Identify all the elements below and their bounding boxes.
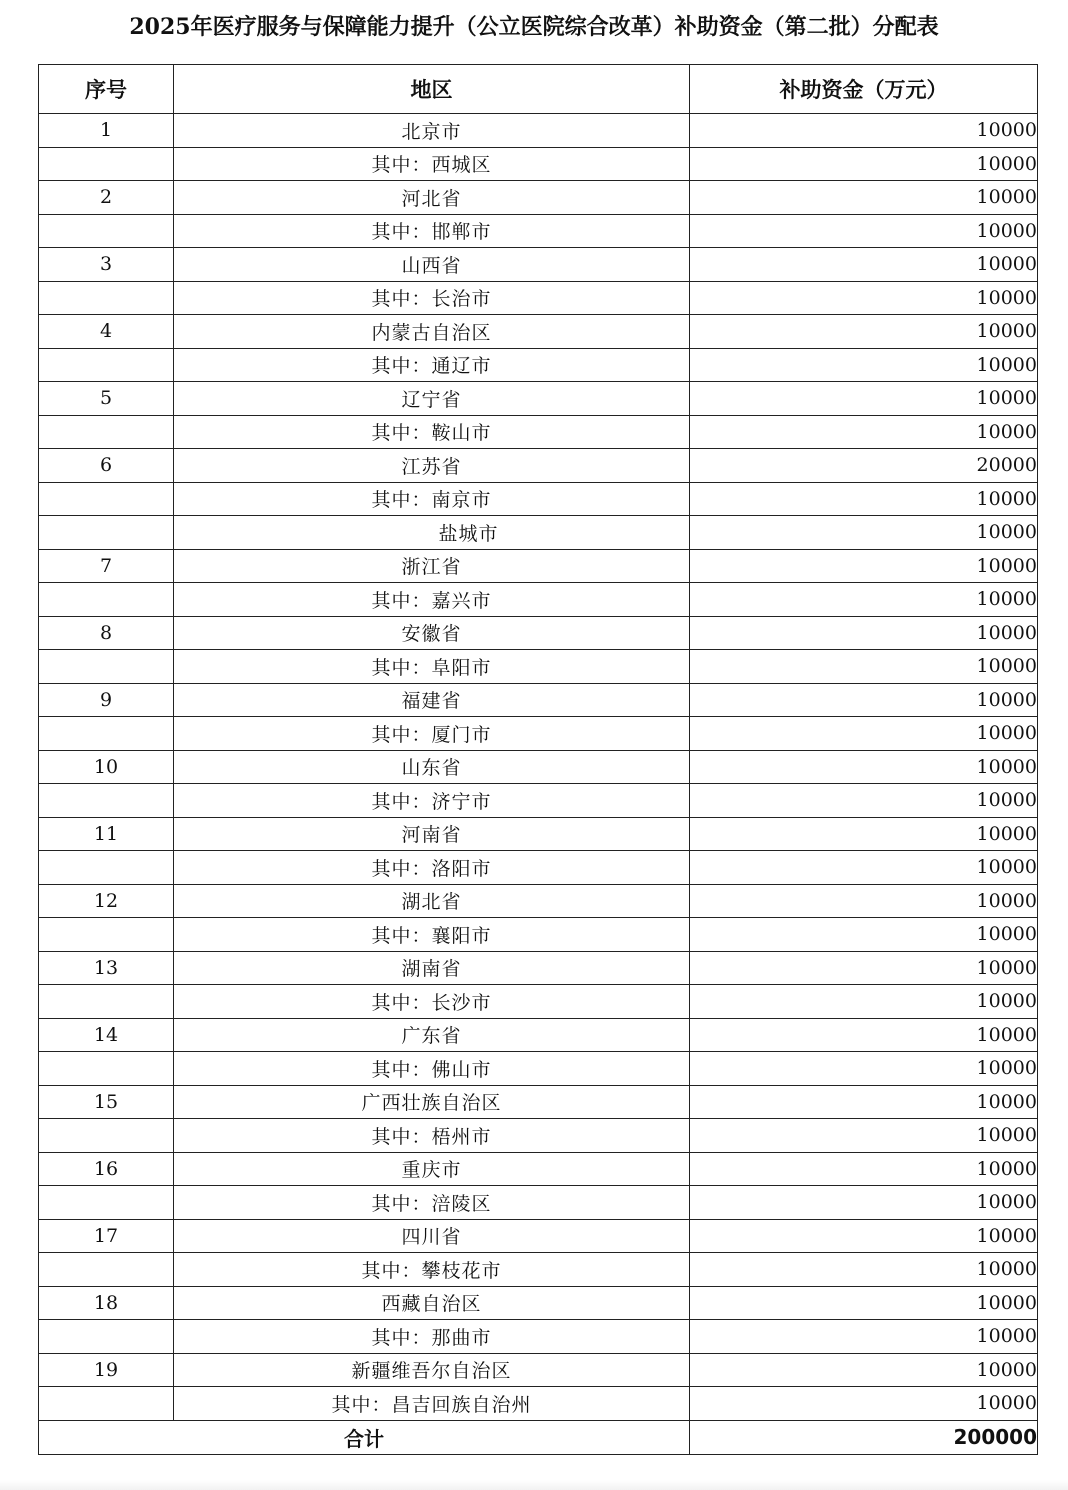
allocation-table (38, 64, 1038, 1455)
document-title: 2025年医疗服务与保障能力提升（公立医院综合改革）补助资金（第二批）分配表 (129, 14, 939, 40)
row-amount: 10000 (690, 717, 1038, 751)
table-row (39, 382, 1038, 416)
table-row (39, 884, 1038, 918)
row-region: 湖南省 (174, 951, 690, 985)
table-row (39, 918, 1038, 952)
table-row (39, 1085, 1038, 1119)
table-row (39, 147, 1038, 181)
row-amount: 10000 (690, 583, 1038, 617)
row-region: 其中：济宁市 (174, 784, 690, 818)
row-index (39, 147, 174, 181)
row-region: 广东省 (174, 1018, 690, 1052)
row-amount: 10000 (690, 1353, 1038, 1387)
row-region: 河北省 (174, 181, 690, 215)
row-region: 其中：那曲市 (174, 1320, 690, 1354)
table-row (39, 1253, 1038, 1287)
row-region: 山东省 (174, 750, 690, 784)
table-row (39, 1219, 1038, 1253)
row-index: 10 (39, 750, 174, 784)
row-region: 其中：昌吉回族自治州 (174, 1387, 690, 1421)
row-amount: 10000 (690, 315, 1038, 349)
table-row (39, 114, 1038, 148)
row-index: 19 (39, 1353, 174, 1387)
row-index (39, 985, 174, 1019)
table-row (39, 851, 1038, 885)
table-row (39, 1018, 1038, 1052)
table-row (39, 1387, 1038, 1421)
row-index (39, 583, 174, 617)
row-index (39, 281, 174, 315)
row-index: 11 (39, 817, 174, 851)
table-row (39, 1353, 1038, 1387)
row-index: 6 (39, 449, 174, 483)
table-row (39, 683, 1038, 717)
row-index: 15 (39, 1085, 174, 1119)
row-region: 其中：南京市 (174, 482, 690, 516)
row-region: 盐城市 (174, 516, 690, 550)
table-row (39, 1052, 1038, 1086)
row-index (39, 1320, 174, 1354)
table-row (39, 1286, 1038, 1320)
row-amount: 10000 (690, 650, 1038, 684)
row-amount: 10000 (690, 817, 1038, 851)
row-amount: 10000 (690, 348, 1038, 382)
row-index: 16 (39, 1152, 174, 1186)
table-row (39, 817, 1038, 851)
table-row (39, 985, 1038, 1019)
total-row (39, 1420, 1038, 1454)
row-index: 2 (39, 181, 174, 215)
table-row (39, 482, 1038, 516)
table-row (39, 717, 1038, 751)
row-index: 3 (39, 248, 174, 282)
row-region: 辽宁省 (174, 382, 690, 416)
row-amount: 10000 (690, 482, 1038, 516)
row-region: 其中：佛山市 (174, 1052, 690, 1086)
row-index: 12 (39, 884, 174, 918)
row-amount: 20000 (690, 449, 1038, 483)
table-row (39, 516, 1038, 550)
row-index: 13 (39, 951, 174, 985)
table-row (39, 750, 1038, 784)
header-index: 序号 (39, 65, 174, 114)
row-amount: 10000 (690, 750, 1038, 784)
row-amount: 10000 (690, 281, 1038, 315)
row-region: 其中：通辽市 (174, 348, 690, 382)
row-amount: 10000 (690, 918, 1038, 952)
row-index (39, 1253, 174, 1287)
row-region: 其中：嘉兴市 (174, 583, 690, 617)
row-region: 其中：鞍山市 (174, 415, 690, 449)
row-index: 4 (39, 315, 174, 349)
row-region: 河南省 (174, 817, 690, 851)
row-amount: 10000 (690, 851, 1038, 885)
row-region: 西藏自治区 (174, 1286, 690, 1320)
row-index: 9 (39, 683, 174, 717)
row-amount: 10000 (690, 1286, 1038, 1320)
row-region: 浙江省 (174, 549, 690, 583)
row-index (39, 784, 174, 818)
table-row (39, 1186, 1038, 1220)
row-index: 14 (39, 1018, 174, 1052)
row-index (39, 516, 174, 550)
row-index (39, 415, 174, 449)
row-amount: 10000 (690, 114, 1038, 148)
row-amount: 10000 (690, 1253, 1038, 1287)
row-index: 17 (39, 1219, 174, 1253)
row-region: 安徽省 (174, 616, 690, 650)
table-row (39, 214, 1038, 248)
row-region: 广西壮族自治区 (174, 1085, 690, 1119)
header-amount: 补助资金（万元） (690, 65, 1038, 114)
table-row (39, 449, 1038, 483)
row-amount: 10000 (690, 147, 1038, 181)
table-row (39, 281, 1038, 315)
table-row (39, 1320, 1038, 1354)
row-region: 其中：梧州市 (174, 1119, 690, 1153)
table-row (39, 549, 1038, 583)
page-bottom-shade (0, 1480, 1068, 1490)
row-region: 北京市 (174, 114, 690, 148)
table-row (39, 784, 1038, 818)
row-index (39, 1119, 174, 1153)
table-body (39, 114, 1038, 1421)
table-row (39, 1119, 1038, 1153)
row-region: 其中：邯郸市 (174, 214, 690, 248)
row-amount: 10000 (690, 616, 1038, 650)
row-amount: 10000 (690, 951, 1038, 985)
row-amount: 10000 (690, 1018, 1038, 1052)
table-row (39, 415, 1038, 449)
row-index (39, 1186, 174, 1220)
total-label: 合计 (39, 1420, 690, 1454)
row-region: 其中：厦门市 (174, 717, 690, 751)
row-amount: 10000 (690, 549, 1038, 583)
row-amount: 10000 (690, 1186, 1038, 1220)
table-row (39, 951, 1038, 985)
row-amount: 10000 (690, 181, 1038, 215)
row-amount: 10000 (690, 382, 1038, 416)
row-region: 四川省 (174, 1219, 690, 1253)
total-amount: 200000 (690, 1420, 1038, 1454)
row-amount: 10000 (690, 1219, 1038, 1253)
row-index: 1 (39, 114, 174, 148)
row-amount: 10000 (690, 683, 1038, 717)
row-index: 8 (39, 616, 174, 650)
row-index (39, 851, 174, 885)
row-amount: 10000 (690, 1052, 1038, 1086)
row-amount: 10000 (690, 214, 1038, 248)
row-region: 其中：阜阳市 (174, 650, 690, 684)
row-amount: 10000 (690, 1119, 1038, 1153)
row-amount: 10000 (690, 248, 1038, 282)
row-region: 其中：西城区 (174, 147, 690, 181)
row-region: 重庆市 (174, 1152, 690, 1186)
row-amount: 10000 (690, 884, 1038, 918)
row-region: 其中：长沙市 (174, 985, 690, 1019)
row-index (39, 1052, 174, 1086)
header-region: 地区 (174, 65, 690, 114)
row-region: 江苏省 (174, 449, 690, 483)
row-amount: 10000 (690, 985, 1038, 1019)
row-index (39, 348, 174, 382)
table-row (39, 348, 1038, 382)
row-region: 其中：洛阳市 (174, 851, 690, 885)
row-index (39, 214, 174, 248)
row-amount: 10000 (690, 516, 1038, 550)
row-amount: 10000 (690, 1085, 1038, 1119)
row-index (39, 650, 174, 684)
row-amount: 10000 (690, 415, 1038, 449)
row-region: 其中：襄阳市 (174, 918, 690, 952)
row-amount: 10000 (690, 1387, 1038, 1421)
row-index: 5 (39, 382, 174, 416)
table-header-row (39, 65, 1038, 114)
table-row (39, 583, 1038, 617)
row-index: 18 (39, 1286, 174, 1320)
table-row (39, 181, 1038, 215)
row-region: 湖北省 (174, 884, 690, 918)
row-amount: 10000 (690, 1320, 1038, 1354)
row-index (39, 717, 174, 751)
table-row (39, 650, 1038, 684)
row-index: 7 (39, 549, 174, 583)
row-amount: 10000 (690, 784, 1038, 818)
table-row (39, 315, 1038, 349)
row-region: 新疆维吾尔自治区 (174, 1353, 690, 1387)
row-index (39, 918, 174, 952)
row-index (39, 1387, 174, 1421)
row-region: 内蒙古自治区 (174, 315, 690, 349)
table-row (39, 616, 1038, 650)
table-row (39, 248, 1038, 282)
row-region: 其中：涪陵区 (174, 1186, 690, 1220)
row-amount: 10000 (690, 1152, 1038, 1186)
row-region: 其中：长治市 (174, 281, 690, 315)
row-region: 其中：攀枝花市 (174, 1253, 690, 1287)
row-region: 山西省 (174, 248, 690, 282)
row-region: 福建省 (174, 683, 690, 717)
table-row (39, 1152, 1038, 1186)
row-index (39, 482, 174, 516)
